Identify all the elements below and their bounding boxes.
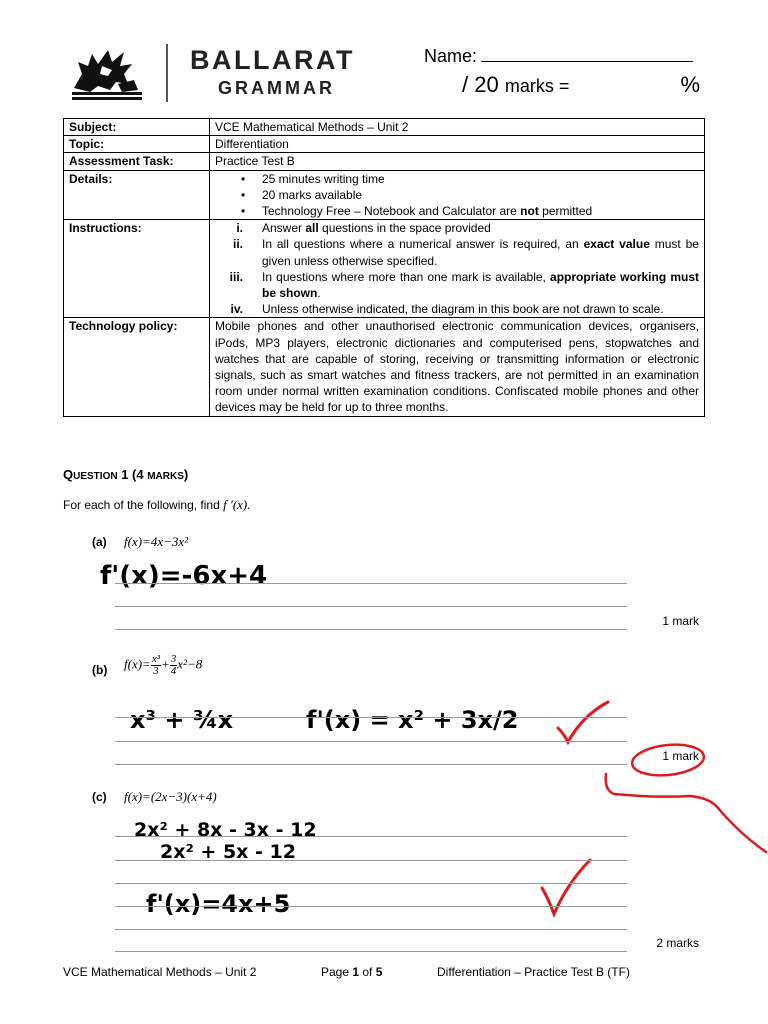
details-value bbox=[210, 170, 705, 220]
answer-line[interactable] bbox=[115, 929, 627, 930]
marks-label: marks = bbox=[504, 76, 570, 96]
part-c-expression: f(x)=(2x−3)(x+4) bbox=[124, 789, 217, 804]
denominator: 3 bbox=[153, 665, 159, 677]
handwriting-text: f'(x) = x² + 3x/2 bbox=[306, 706, 519, 734]
intro-math: f ′(x). bbox=[223, 497, 251, 512]
red-tick-icon bbox=[536, 856, 596, 920]
details-label: Details: bbox=[64, 170, 210, 220]
percent-symbol: % bbox=[680, 72, 700, 97]
answer-line[interactable] bbox=[115, 606, 627, 607]
table-row bbox=[64, 153, 705, 170]
numerator: x³ bbox=[151, 653, 160, 665]
tech-policy-label: Technology policy: bbox=[64, 318, 210, 416]
answer-line[interactable] bbox=[115, 717, 627, 718]
handwriting-text: f'(x)=4x+5 bbox=[146, 890, 291, 918]
topic-value: Differentiation bbox=[210, 136, 705, 153]
subject-value: VCE Mathematical Methods – Unit 2 bbox=[210, 119, 705, 136]
handwritten-answer-c bbox=[144, 882, 344, 922]
instruction-bold: appropriate working must be shown bbox=[262, 269, 699, 301]
detail-bold: not bbox=[520, 204, 539, 219]
instructions-label: Instructions: bbox=[64, 220, 210, 318]
list-item: • 20 marks available bbox=[215, 187, 699, 203]
list-item bbox=[215, 203, 699, 219]
handwriting-text: x³ + ¾x bbox=[130, 706, 234, 734]
page-text: of bbox=[359, 965, 376, 979]
instruction-text: Unless otherwise indicated, the diagram in this book are not drawn to scale. bbox=[262, 302, 664, 317]
detail-text: Technology Free – Notebook and Calculator are bbox=[262, 204, 521, 219]
detail-text: permitted bbox=[538, 204, 593, 219]
numerator: 3 bbox=[170, 653, 177, 665]
logo-divider bbox=[166, 44, 168, 102]
griffin-crest-icon bbox=[68, 44, 146, 102]
total-marks: / 20 bbox=[462, 72, 499, 97]
handwriting-text: 2x² + 8x - 3x - 12 bbox=[134, 819, 317, 841]
roman-numeral: i. bbox=[236, 221, 243, 236]
student-name-field[interactable] bbox=[424, 45, 693, 67]
fraction bbox=[151, 654, 161, 677]
score-line bbox=[462, 72, 702, 98]
heading-text: 1 (4 bbox=[117, 467, 148, 482]
name-label: Name: bbox=[424, 46, 478, 66]
answer-line[interactable] bbox=[115, 883, 627, 884]
page-current: 1 bbox=[352, 965, 360, 979]
handwritten-answer-b bbox=[126, 698, 526, 744]
answer-line[interactable] bbox=[115, 860, 627, 861]
expr-part: f(x)= bbox=[124, 656, 151, 672]
footer-page-number bbox=[321, 965, 382, 979]
list-item bbox=[215, 269, 699, 301]
subject-label: Subject: bbox=[64, 119, 210, 136]
roman-numeral: iv. bbox=[230, 302, 243, 317]
instructions-list bbox=[215, 220, 699, 317]
footer-course: VCE Mathematical Methods – Unit 2 bbox=[63, 965, 257, 979]
heading-text: Q bbox=[63, 467, 74, 482]
handwriting-text: 2x² + 5x - 12 bbox=[160, 841, 296, 862]
topic-label: Topic: bbox=[64, 136, 210, 153]
expr-part: + bbox=[161, 656, 170, 672]
details-list bbox=[215, 171, 699, 220]
question-intro bbox=[63, 497, 251, 513]
instruction-text: must be given unless otherwise specified. bbox=[262, 237, 699, 268]
list-item bbox=[215, 301, 699, 317]
part-a-expression: f(x)=4x−3x² bbox=[124, 534, 189, 549]
expr-part: x²−8 bbox=[177, 656, 203, 672]
part-a-label: (a) bbox=[92, 535, 107, 549]
table-row bbox=[64, 170, 705, 220]
instruction-text: . bbox=[317, 286, 321, 301]
tech-policy-text: Mobile phones and other unauthorised electronic communication devices, organisers, iPods, MP3 players, electronic dictionaries and computerised pens, stopwatches and watches that are capable of storing, receiving or transmitting information or electronic signals, such as smart watches and fitness trackers, are not permitted in an examination room under normal written examination conditions. Confiscated mobile phones and other devices may be held for up to three months. bbox=[210, 318, 705, 416]
marks-allocation: 2 marks bbox=[656, 936, 699, 950]
school-name-line2: GRAMMAR bbox=[218, 78, 335, 98]
answer-line[interactable] bbox=[115, 583, 627, 584]
denominator: 4 bbox=[170, 665, 177, 677]
table-row bbox=[64, 220, 705, 318]
instruction-bold: all bbox=[305, 221, 319, 236]
table-row bbox=[64, 119, 705, 136]
answer-line[interactable] bbox=[115, 764, 627, 765]
roman-numeral: ii. bbox=[232, 237, 243, 252]
task-label: Assessment Task: bbox=[64, 153, 210, 170]
list-item: • 25 minutes writing time bbox=[215, 171, 699, 187]
list-item bbox=[215, 220, 699, 236]
name-blank-line[interactable] bbox=[481, 45, 693, 62]
instruction-text: Answer bbox=[262, 221, 306, 236]
school-logo bbox=[68, 42, 398, 104]
footer-title: Differentiation – Practice Test B (TF) bbox=[437, 965, 630, 979]
heading-text: MARKS bbox=[147, 471, 184, 482]
school-name-line1: BALLARAT bbox=[190, 45, 355, 75]
page-total: 5 bbox=[375, 965, 383, 979]
answer-line[interactable] bbox=[115, 741, 627, 742]
instruction-text: In all questions where a numerical answer is required, an bbox=[262, 237, 584, 252]
instruction-text: In questions where more than one mark is available, bbox=[262, 269, 551, 284]
roman-numeral: iii. bbox=[229, 269, 243, 284]
answer-line[interactable] bbox=[115, 836, 627, 837]
part-b-expression bbox=[124, 654, 202, 677]
instruction-text: questions in the space provided bbox=[318, 221, 491, 236]
red-annotation-icon bbox=[600, 738, 768, 858]
answer-line[interactable] bbox=[115, 951, 627, 952]
instructions-value bbox=[210, 220, 705, 318]
page-text: Page bbox=[321, 965, 353, 979]
handwriting-text: f'(x)=-6x+4 bbox=[100, 561, 268, 591]
question-heading bbox=[63, 467, 188, 482]
task-value: Practice Test B bbox=[210, 153, 705, 170]
table-row bbox=[64, 318, 705, 416]
instruction-bold: exact value bbox=[583, 237, 650, 252]
marks-allocation: 1 mark bbox=[662, 614, 699, 628]
heading-text: ) bbox=[183, 467, 189, 482]
heading-text: UESTION bbox=[73, 471, 118, 482]
answer-line[interactable] bbox=[115, 629, 627, 630]
marks-allocation: 1 mark bbox=[662, 749, 699, 763]
list-item bbox=[215, 236, 699, 268]
part-b-label: (b) bbox=[92, 663, 108, 677]
handwritten-answer-a bbox=[98, 556, 278, 592]
assessment-info-table bbox=[63, 118, 705, 417]
answer-line[interactable] bbox=[115, 906, 627, 907]
intro-text: For each of the following, find bbox=[63, 498, 220, 512]
handwritten-working-c bbox=[130, 812, 390, 862]
table-row bbox=[64, 136, 705, 153]
part-c-label: (c) bbox=[92, 790, 107, 804]
